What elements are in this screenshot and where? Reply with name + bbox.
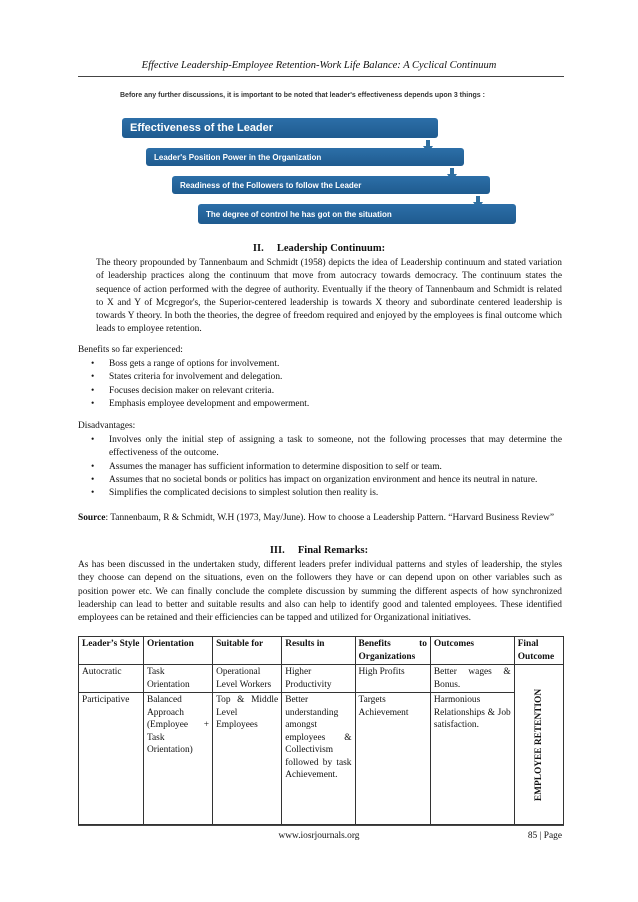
list-item: • Boss gets a range of options for involvement. — [78, 358, 562, 371]
list-item: • States criteria for involvement and delegation. — [78, 371, 562, 384]
section-3-title: Final Remarks: — [297, 545, 369, 556]
source-citation — [78, 512, 562, 525]
section-2-number: II. — [252, 243, 264, 254]
bullet-icon: • — [91, 398, 95, 409]
footer-rule — [78, 825, 564, 826]
diagram-level-2: Leader's Position Power in the Organization — [146, 148, 464, 166]
table-cell: Higher Productivity — [282, 665, 355, 693]
table-cell: Participative — [79, 693, 144, 825]
benefits-label: Benefits so far experienced: — [78, 345, 183, 355]
disadvantages-label: Disadvantages: — [78, 421, 136, 431]
diagram-level-1: Effectiveness of the Leader — [122, 118, 438, 138]
table-cell: Autocratic — [79, 665, 144, 693]
column-header: Leader’s Style — [79, 637, 144, 665]
bullet-icon: • — [91, 435, 95, 445]
column-header: Outcomes — [430, 637, 514, 665]
bullet-icon: • — [91, 372, 95, 383]
table-cell: Operational Level Workers — [213, 665, 282, 693]
list-item: • Emphasis employee development and empowerment. — [78, 398, 562, 411]
table-cell: High Profits — [355, 665, 430, 693]
final-outcome-label: EMPLOYEE RETENTION — [533, 688, 544, 801]
running-head: Effective Leadership-Employee Retention-Work Life Balance: A Cyclical Continuum — [141, 60, 497, 71]
list-item: • Involves only the initial step of assigning a task to someone, not the following processes that may determine the effectiveness of the outcome. — [91, 435, 562, 459]
section-3-paragraph: As has been discussed in the undertaken study, different leaders prefer individual patterns and styles of leadership, the styles they choose can depend on the situations, even on the followers they have or can depend upon on other variables such as position power etc. We can finally conclude the complete discussion by summing the different aspects of how synchronized leadership can lead to better and suitable results and also can help to identify good and talented employees. These identified employees can be retained and their efficiencies can be tapped and utilized for Organizational initiatives. — [78, 560, 562, 624]
source-text: : Tannenbaum, R & Schmidt, W.H (1973, May/June). How to choose a Leadership Pattern. “Harvard Business Review” — [105, 513, 554, 523]
table-cell: Better understanding amongst employees & Collectivism followed by task Achievement. — [282, 693, 355, 825]
diagram-level-4: The degree of control he has got on the situation — [198, 204, 516, 224]
table-row — [79, 693, 564, 825]
section-3-number: III. — [269, 545, 285, 556]
diagram-level-3: Readiness of the Followers to follow the Leader — [172, 176, 490, 194]
bullet-icon: • — [91, 488, 95, 499]
column-header: Results in — [282, 637, 355, 665]
benefits-list — [78, 358, 562, 411]
table-cell: Balanced Approach (Employee + Task Orientation) — [143, 693, 212, 825]
column-header: Final Outcome — [514, 637, 563, 665]
bullet-icon: • — [91, 359, 95, 369]
leader-effectiveness-diagram — [118, 92, 523, 234]
table-cell: Harmonious Relationships & Job satisfaction. — [430, 693, 514, 825]
section-2-paragraph: The theory propounded by Tannenbaum and Schmidt (1958) depicts the idea of Leadership continuum and stated variation of leadership practices along the continuum that move from autocracy towards democracy. The continuum states the sequence of action performed with the degree of authority. Eventually if the theory of Tannenbaum and Schmidt is related to X and Y of Mcgregor's, the Superior-centered leadership is towards X theory and subordinate centered leadership is towards Y theory. In both the theories, the degree of freedom required and enjoyed by the employees is final outcome which leads to employee retention. — [96, 258, 562, 335]
column-header: Orientation — [143, 637, 212, 665]
footer-url[interactable]: www.iosrjournals.org — [278, 831, 360, 841]
table-row — [79, 665, 564, 693]
page-number: 85 | Page — [527, 831, 562, 841]
table-header-row — [79, 637, 564, 665]
column-header: Suitable for — [213, 637, 282, 665]
diagram-intro: Before any further discussions, it is important to be noted that leader's effectiveness depends upon 3 things : — [120, 92, 485, 99]
bullet-icon: • — [91, 461, 95, 472]
list-item: • Assumes the manager has sufficient information to determine disposition to self or team. — [78, 461, 562, 474]
list-item: • Assumes that no societal bonds or politics has impact on organization environment and hence its neutral in nature. — [78, 474, 562, 487]
section-2-title: Leadership Continuum: — [276, 243, 386, 254]
list-item: • Focuses decision maker on relevant criteria. — [78, 385, 562, 398]
leadership-summary-table — [78, 636, 564, 825]
source-label: Source — [78, 513, 106, 523]
disadvantages-list — [78, 434, 562, 500]
table-cell: Targets Achievement — [355, 693, 430, 825]
table-cell: Task Orientation — [143, 665, 212, 693]
table-cell: Better wages & Bonus. — [430, 665, 514, 693]
section-2-heading — [0, 243, 638, 254]
list-item: • Simplifies the complicated decisions to simplest solution then reality is. — [78, 487, 562, 500]
table-cell: Top & Middle Level Employees — [213, 693, 282, 825]
column-header: Benefits to Organizations — [355, 637, 430, 665]
final-outcome-cell — [514, 665, 563, 825]
section-3-heading — [0, 545, 638, 556]
bullet-icon: • — [91, 474, 95, 485]
header-rule — [78, 76, 564, 77]
bullet-icon: • — [91, 385, 95, 396]
